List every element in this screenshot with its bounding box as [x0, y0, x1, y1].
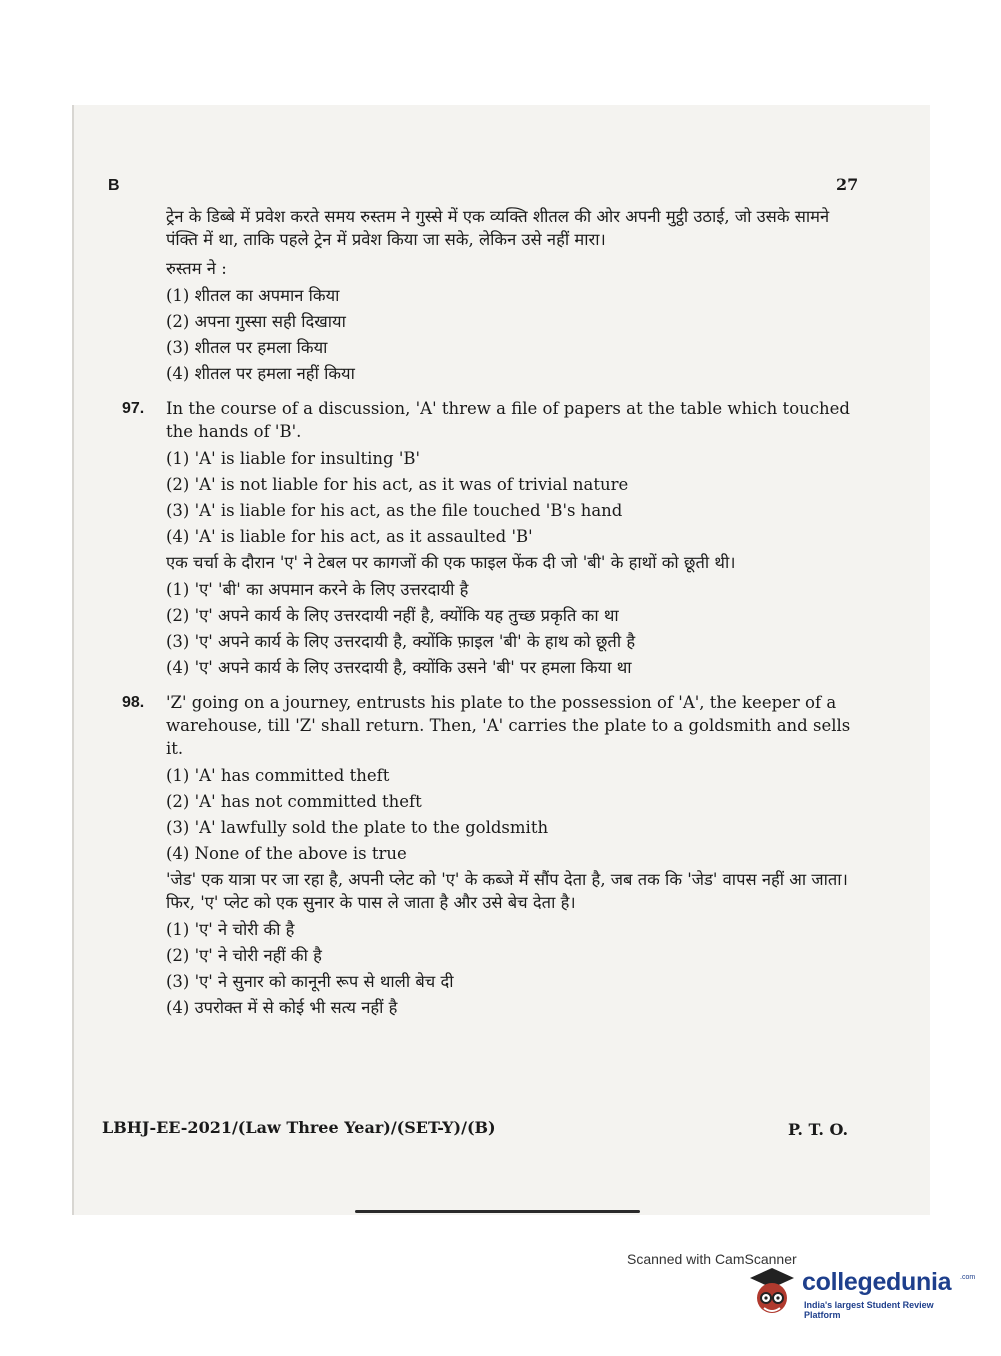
- brand-tagline: India's largest Student Review Platform: [804, 1300, 934, 1320]
- option: (4) शीतल पर हमला नहीं किया: [166, 364, 355, 383]
- question-number: 97.: [122, 400, 145, 417]
- question-text: 'Z' going on a journey, entrusts his plate to the possession of 'A', the keeper of a warehouse, till 'Z' shall return. Then, 'A' carries the plate to a goldsmith and sells it.: [166, 693, 851, 758]
- option: (1) 'ए' 'बी' का अपमान करने के लिए उत्तरदायी है: [166, 580, 469, 599]
- option: (4) उपरोक्त में से कोई भी सत्य नहीं है: [166, 998, 398, 1017]
- option: (2) 'ए' अपने कार्य के लिए उत्तरदायी नहीं है, क्योंकि यह तुच्छ प्रकृति का था: [166, 606, 619, 625]
- option: (1) 'A' has committed theft: [166, 766, 390, 785]
- option: (2) 'A' is not liable for his act, as it was of trivial nature: [166, 475, 629, 494]
- option: (1) 'A' is liable for insulting 'B': [166, 449, 421, 468]
- question-options: [116, 764, 856, 865]
- question-options: [116, 447, 856, 548]
- question-hindi-options: [116, 578, 856, 679]
- question-number: 98.: [122, 694, 145, 711]
- q96-hindi-text: ट्रेन के डिब्बे में प्रवेश करते समय रुस्तम ने गुस्से में एक व्यक्ति शीतल की ओर अपनी मुट्ठी उठाई, जो उसके सामने पंक्ति में था, ताकि पहले ट्रेन में प्रवेश किया जा सके, लेकिन उसे नहीं मारा।: [166, 207, 830, 249]
- pto-label: P. T. O.: [788, 1120, 849, 1139]
- question-hindi-text: 'जेड' एक यात्रा पर जा रहा है, अपनी प्लेट को 'ए' के कब्जे में सौंप देता है, जब तक कि 'जेड' वापस नहीं आ जाता। फिर, 'ए' प्लेट को एक सुनार के पास ले जाता है और उसे बेच देता है।: [166, 870, 848, 912]
- option: (3) 'A' lawfully sold the plate to the goldsmith: [166, 818, 549, 837]
- option: (2) 'ए' ने चोरी नहीं की है: [166, 946, 322, 965]
- option: (2) 'A' has not committed theft: [166, 792, 422, 811]
- q96-hindi-block: [116, 205, 856, 385]
- page-set-letter: B: [108, 177, 120, 194]
- option: (3) शीतल पर हमला किया: [166, 338, 328, 357]
- student-mascot-icon: [742, 1262, 800, 1320]
- option: (3) 'ए' अपने कार्य के लिए उत्तरदायी है, क्योंकि फ़ाइल 'बी' के हाथ को छूती है: [166, 632, 636, 651]
- option: (4) 'ए' अपने कार्य के लिए उत्तरदायी है, क्योंकि उसने 'बी' पर हमला किया था: [166, 658, 632, 677]
- option: (4) 'A' is liable for his act, as it assaulted 'B': [166, 527, 533, 546]
- question-hindi-options: [116, 918, 856, 1019]
- paper-code: LBHJ-EE-2021/(Law Three Year)/(SET-Y)/(B): [102, 1118, 496, 1137]
- q96-hindi-options: [116, 284, 856, 385]
- option: (1) शीतल का अपमान किया: [166, 286, 340, 305]
- brand-name: collegedunia: [802, 1268, 952, 1296]
- option: (3) 'A' is liable for his act, as the file touched 'B's hand: [166, 501, 623, 520]
- question-text: In the course of a discussion, 'A' threw a file of papers at the table which touched the hands of 'B'.: [166, 399, 850, 441]
- page-number: 27: [836, 175, 859, 194]
- question-97: [116, 397, 856, 679]
- option: (1) 'ए' ने चोरी की है: [166, 920, 295, 939]
- option: (2) अपना गुस्सा सही दिखाया: [166, 312, 346, 331]
- collegedunia-logo: [742, 1262, 976, 1322]
- question-98: [116, 691, 856, 1019]
- question-hindi-text: एक चर्चा के दौरान 'ए' ने टेबल पर कागजों की एक फाइल फेंक दी जो 'बी' के हाथों को छूती थी।: [166, 553, 736, 572]
- scan-edge-line: [355, 1210, 640, 1213]
- option: (3) 'ए' ने सुनार को कानूनी रूप से थाली बेच दी: [166, 972, 454, 991]
- option: (4) None of the above is true: [166, 844, 407, 863]
- scanned-with-label: Scanned with CamScanner: [627, 1251, 797, 1267]
- brand-suffix: .com: [960, 1274, 976, 1281]
- q96-hindi-prompt: रुस्तम ने :: [166, 259, 227, 278]
- question-content: [116, 205, 856, 1022]
